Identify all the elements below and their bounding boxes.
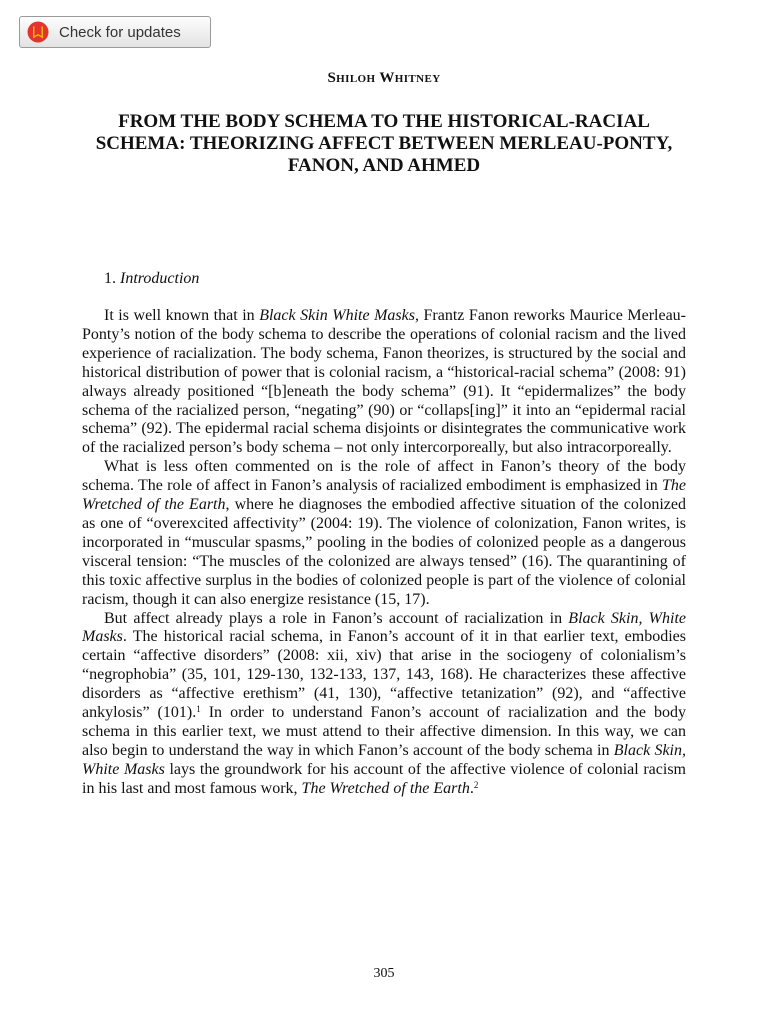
check-for-updates-label: Check for updates: [59, 23, 181, 41]
section-title: Introduction: [120, 270, 200, 287]
footnote-marker[interactable]: 1: [196, 704, 201, 715]
italic-title: The Wretched of the Earth: [82, 477, 686, 514]
italic-title: Black Skin, White Masks: [82, 741, 687, 778]
paragraph: What is less often commented on is the role of affect in Fanon’s theory of the body schema. The role of affect in Fanon’s analysis of racialized embodiment is emphasized in The Wretched of the Earth, where he diagnoses the embodied affective situation of the colonized as one of “overexcited affectivity” (2004: 19). The violence of colonization, Fanon writes, is incorporated in “muscular spasms,” pooling in the bodies of colonized people as a dangerous visceral tension: “The muscles of the colonized are always tensed” (16). The quarantining of this toxic affective surplus in the bodies of colonized people is part of the violence of colonial racism, though it can also energize resistance (15, 17).: [82, 458, 687, 608]
section-number: 1.: [104, 270, 116, 287]
italic-title: The Wretched of the Earth: [301, 779, 470, 797]
section-heading: [104, 269, 199, 289]
paragraph: But affect already plays a role in Fanon’s account of racialization in Black Skin, White Masks. The historical racial schema, in Fanon’s account of it in that earlier text, embodies certain “affective disorders” (2008: xii, xiv) that arise in the sociogeny of colonialism’s “negrophobia” (35, 101, 129-130, 132-133, 137, 143, 168). He characterizes these affective disorders as “affective erethism” (41, 130), “affective tetanization” (92), and “affective ankylosis” (101).$^1$ In order to understand Fanon’s account of racialization and the body schema in this earlier text, we must attend to their affective dimension. In this way, we can also begin to understand the way in which Fanon’s account of the body schema in Black Skin, White Masks lays the groundwork for his account of the affective violence of colonial racism in his last and most famous work, The Wretched of the Earth.$^2$: [82, 609, 687, 797]
article-title: FROM THE BODY SCHEMA TO THE HISTORICAL-RACIAL SCHEMA: THEORIZING AFFECT BETWEEN MERLEAU-PONTY, FANON, AND AHMED: [95, 111, 673, 176]
paragraph: It is well known that in Black Skin White Masks, Frantz Fanon reworks Maurice Merleau-Ponty’s notion of the body schema to describe the operations of colonial racism and the lived experience of racialization. The body schema, Fanon theorizes, is structured by the social and historical distribution of power that is colonial racism, a “historical-racial schema” (2008: 91) always already positioned “[b]eneath the body schema” (91). It “epidermalizes” the body schema of the racialized person, “negating” (90) or “collaps[ing]” it into an “epidermal racial schema” (92). The epidermal racial schema disjoints or disintegrates the communicative work of the racialized person’s body schema – not only intercorporeally, but also intracorporeally.: [82, 307, 687, 457]
footnote-marker[interactable]: 2: [473, 779, 479, 790]
check-for-updates-icon: [27, 21, 49, 43]
check-for-updates-button[interactable]: [19, 16, 211, 48]
author-name: Shiloh Whitney: [327, 70, 441, 86]
italic-title: Black Skin, White Masks: [82, 609, 687, 646]
italic-title: Black Skin White Masks: [259, 307, 415, 324]
page-number: 305: [373, 966, 395, 981]
body-text: [82, 307, 686, 799]
